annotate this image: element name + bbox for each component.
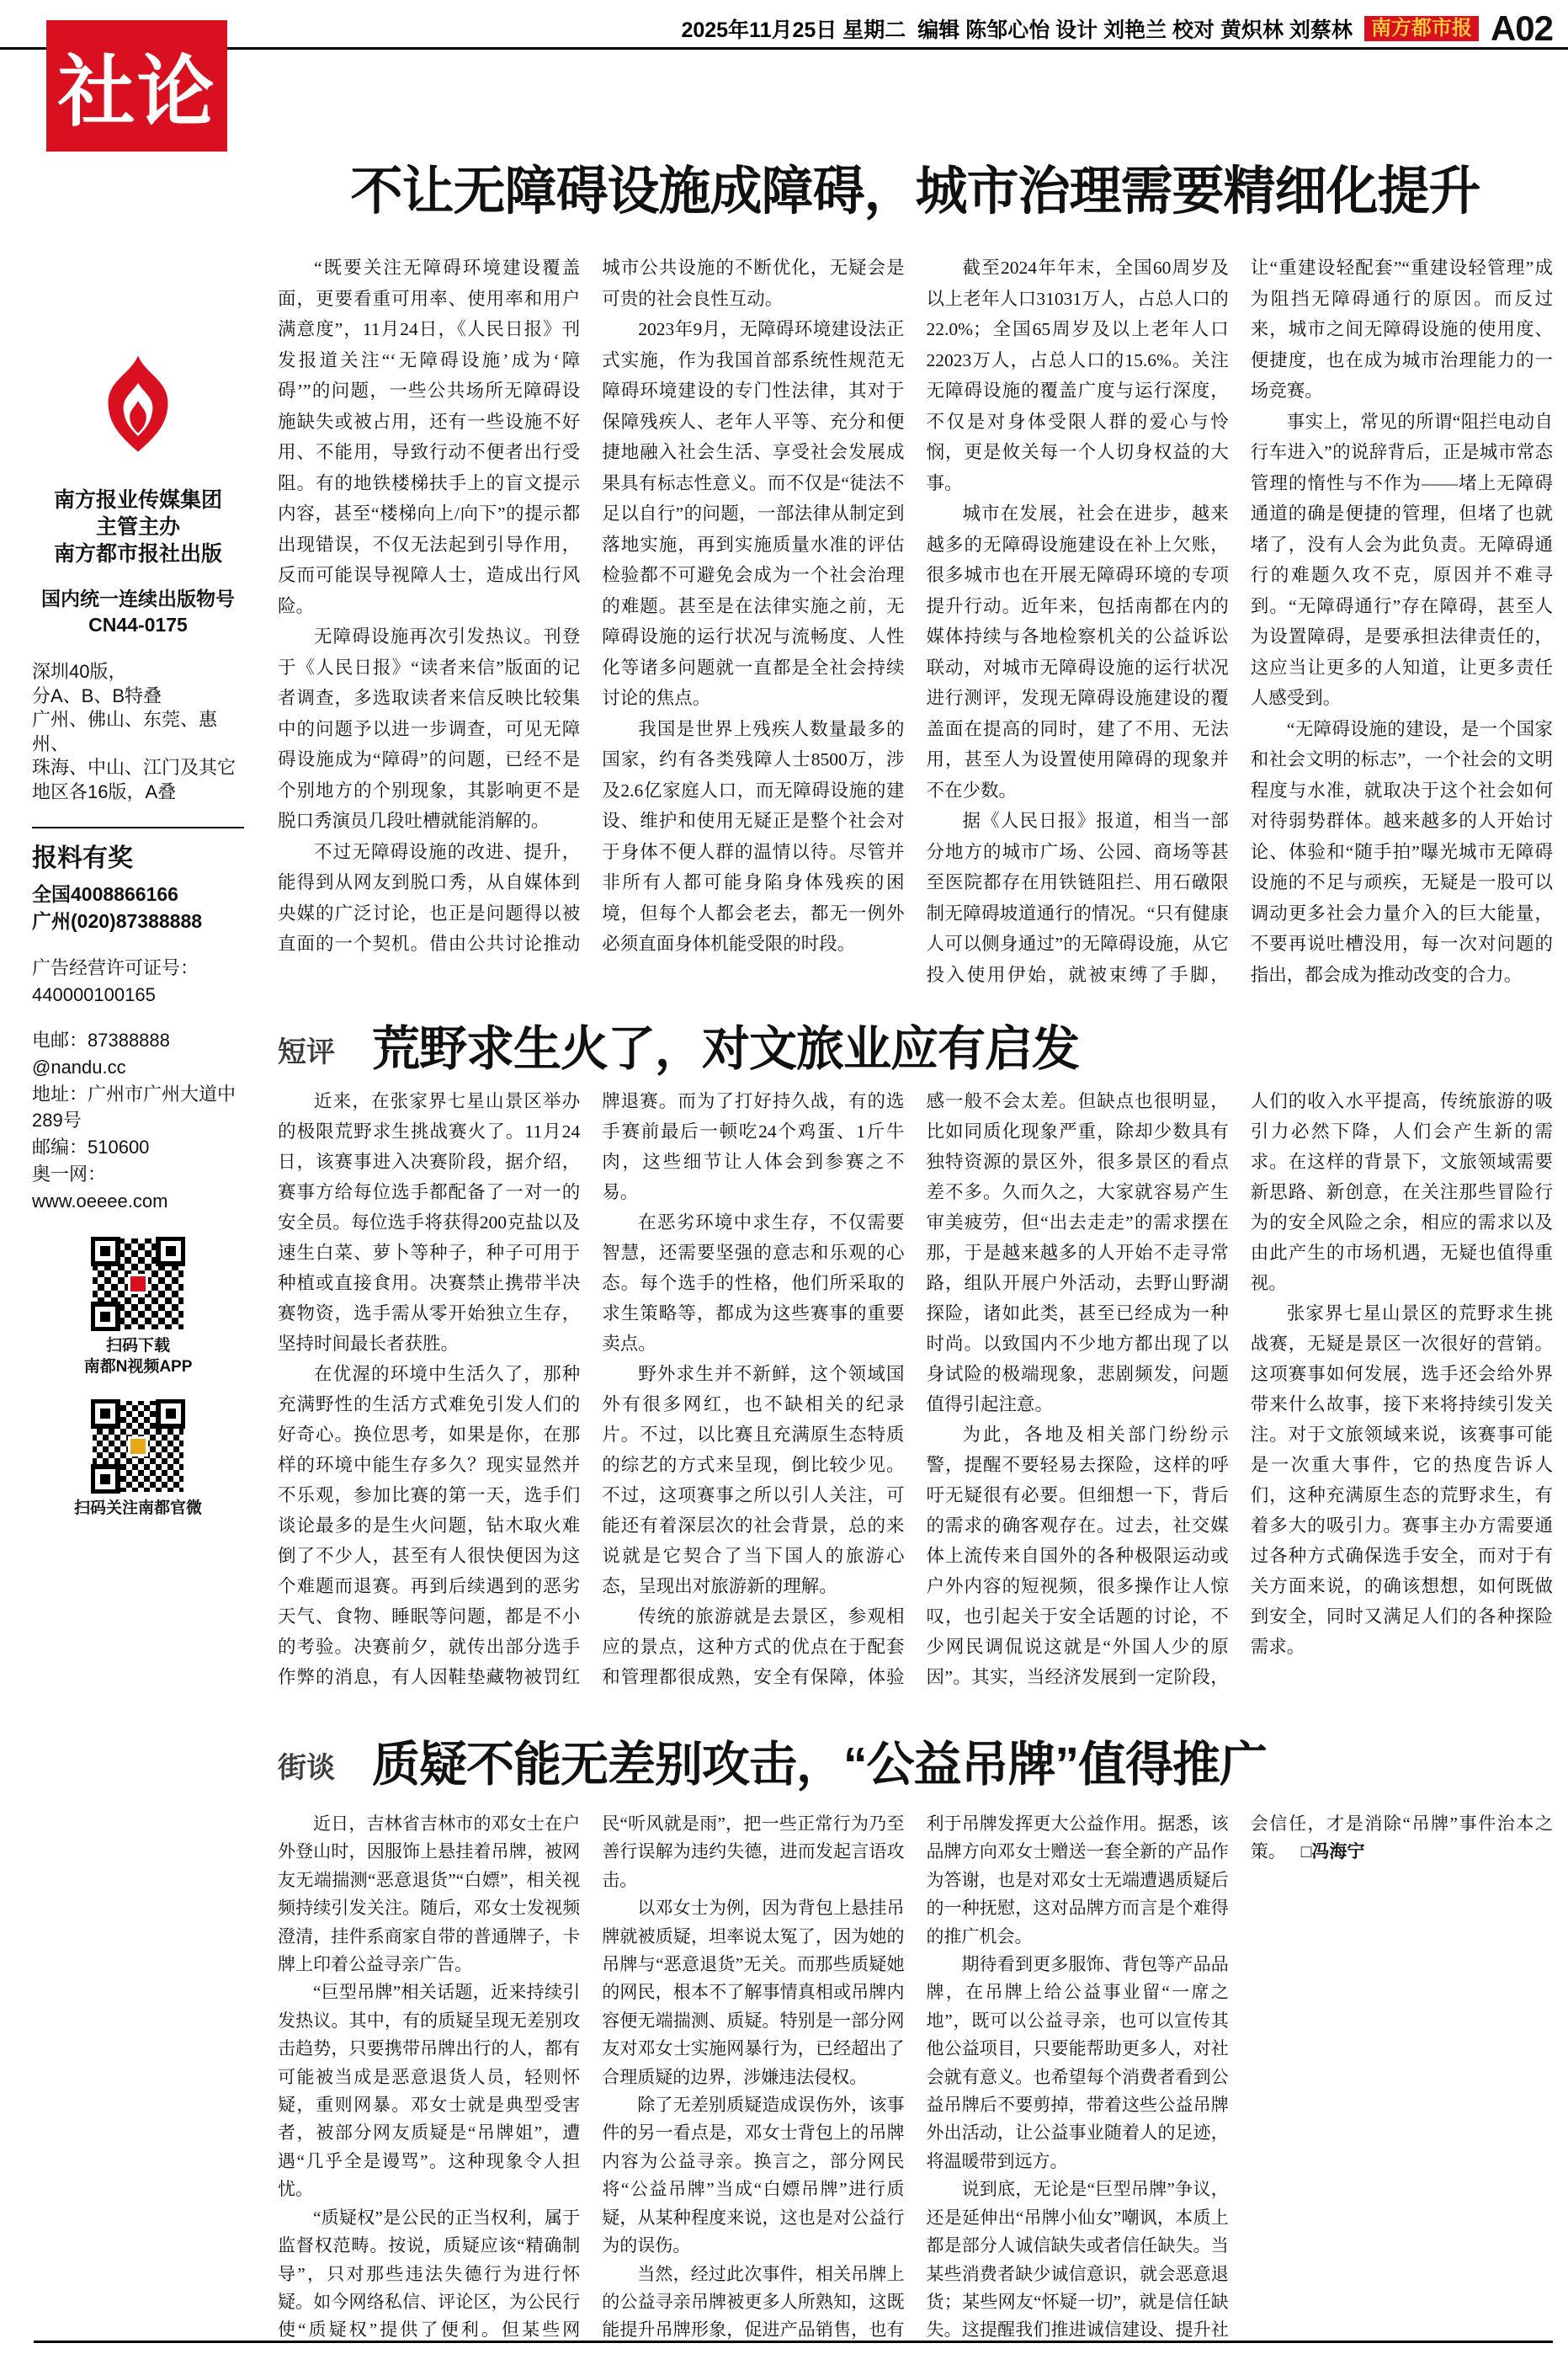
section-label-box — [46, 20, 227, 152]
paragraph: 当然，经过此次事件，相关吊牌上的公益寻亲吊牌被更多人所熟知，这既能提升吊牌形象，促进产品销售，也有利于吊牌发挥更大公益作用。据悉，该品牌方向邓女士赠送一套全新的产品作为答谢，也是对邓女士无端遭遇质疑后的一种抚慰，这对品牌方而言是个难得的推广机会。 — [602, 1813, 1229, 2341]
article1-body — [278, 253, 1553, 992]
text-line: 南方报业传媒集团 — [53, 488, 222, 512]
publisher-block — [32, 487, 244, 567]
paragraph: 为此，各地及相关部门纷纷示警，提醒不要轻易去探险，这样的呼吁无疑很有必要。但细想一下，背后的需求的确客观存在。过去，社交媒体上流传来自国外的各种极限运动或户外内容的短视频，很多操作让人惊叹，也引起关于安全话题的讨论，不少网民调侃说这就是“外国人少的原因”。其实，当经济发展到一定阶段，人们的收入水平提高，传统旅游的吸引力必然下降，人们会产生新的需求。在这样的背景下，文旅领域需要新思路、新创意，在关注那些冒险行为的安全风险之余，相应的需求以及由此产生的市场机遇，无疑也值得重视。 — [926, 1091, 1553, 1687]
edition-block — [32, 660, 244, 805]
text-line: 南方都市报社出版 — [53, 542, 222, 566]
paragraph: 2023年9月，无障碍环境建设法正式实施，作为我国首部系统性规范无障碍环境建设的专门性法律，其对于保障残疾人、老年人平等、充分和便捷地融入社会生活、享受社会发展成果具有标志性意义。而不仅是“徒法不足以自行”的问题，一部法律从制定到落地实施，再到实施质量水准的评估检验都不可避免会成为一个社会治理的难题。甚至是在法律实施之前，无障碍设施的运行状况与流畅度、人性化等诸多问题就一直都是全社会持续讨论的焦点。 — [602, 319, 905, 708]
paragraph: 近日，吉林省吉林市的邓女士在户外登山时，因服饰上悬挂着吊牌，被网友无端揣测“恶意退货”“白嫖”，相关视频持续引发关注。随后，邓女士发视频澄清，挂件系商家自带的普通牌子，卡牌上印着公益寻亲广告。 — [278, 1813, 581, 1975]
text-line: 扫码下载 — [105, 1337, 170, 1355]
qr-app-caption — [32, 1336, 244, 1377]
text-line: 电邮：87388888 — [32, 1029, 170, 1051]
paragraph: 说到底，无论是“巨型吊牌”争议，还是延伸出“吊牌小仙女”嘲讽，本质上都是部分人诚信缺失或者信任缺失。当某些消费者缺少诚信意识，就会恶意退货；某些网友“怀疑一切”，就是信任缺失。这提醒我们推进诚信建设、提升社会信任，才是消除“吊牌”事件治本之策。 □冯海宁 — [926, 1813, 1553, 2341]
text-line: CN44-0175 — [88, 614, 188, 636]
tipoff-phones — [32, 881, 244, 935]
paragraph: 据《人民日报》报道，相当一部分地方的城市广场、公园、商场等甚至医院都存在用铁链阻拦、用石礅限制无障碍坡道通行的情况。“只有健康人可以侧身通过”的无障碍设施，从它投入使用伊始，就被束缚了手脚，让“重建设轻配套”“重建设轻管理”成为阻挡无障碍通行的原因。而反过来，城市之间无障碍设施的使用度、便捷度，也在成为城市治理能力的一场竞赛。 — [926, 258, 1553, 985]
text-line: 地址：广州市广州大道中 — [32, 1083, 237, 1105]
qr-code-wechat-icon — [91, 1399, 185, 1494]
article2-kicker: 短评 — [278, 1036, 335, 1068]
paragraph: 事实上，常见的所谓“阻拦电动自行车进入”的说辞背后，正是城市常态管理的惰性与不作为——堵上无障碍通道的确是便捷的管理，但堵了也就堵了，没有人会为此负责。无障碍通行的难题久攻不克，原因并不难寻到。“无障碍通行”存在障碍，甚至人为设置障碍，是要承担法律责任的，这应当让更多的人知道，让更多责任人感受到。 — [1250, 411, 1553, 708]
paragraph: 我国是世界上残疾人数量最多的国家，约有各类残障人士8500万，涉及2.6亿家庭人口，而无障碍设施的建设、维护和使用无疑正是整个社会对于身体不便人群的温情以待。尽管并非所有人都可能身陷身体残疾的困境，但每个人都会老去，都无一例外必须直面身体机能受限的时段。 — [602, 718, 905, 954]
date-line: 2025年11月25日 星期二 — [681, 19, 906, 42]
paragraph: 在恶劣环境中求生存，不仅需要智慧，还需要坚强的意志和乐观的心态。每个选手的性格，他们所采取的求生策略等，都成为这些赛事的重要卖点。 — [602, 1212, 905, 1354]
text-line: 珠海、中山、江门及其它 — [32, 757, 237, 779]
paragraph: 城市在发展，社会在进步，越来越多的无障碍设施建设在补上欠账，很多城市也在开展无障碍环境的专项提升行动。近年来，包括南都在内的媒体持续与各地检察机关的公益诉讼联动，对城市无障碍设施的运行状况进行测评，发现无障碍设施建设的覆盖面在提高的同时，建了不用、无法用，甚至人为设置使用障碍的现象并不在少数。 — [926, 503, 1229, 801]
text-line: @nandu.cc — [32, 1056, 126, 1078]
article2-body — [278, 1086, 1553, 1692]
tipoff-title: 报料有奖 — [32, 844, 133, 872]
brand-logo: 南方都市报 — [1364, 16, 1479, 41]
paragraph: 期待看到更多服饰、背包等产品品牌，在吊牌上给公益事业留“一席之地”，既可以公益寻亲，也可以宣传其他公益项目，只要能帮助更多人，对社会就有意义。也希望每个消费者看到公益吊牌后不要剪掉，带着这些公益吊牌外出活动，让公益事业随着人的足迹，将温暖带到远方。 — [926, 1954, 1229, 2171]
paragraph: 张家界七星山景区的荒野求生挑战赛，无疑是景区一次很好的营销。这项赛事如何发展，选手还会给外界带来什么故事，接下来将持续引发关注。对于文旅领域来说，该赛事可能是一次重大事件，它的热度告诉人们，这种充满原生态的荒野求生，有着多大的吸引力。赛事主办方需要通过各种方式确保选手安全，而对于有关方面来说，的确该想想，如何既做到安全，同时又满足人们的各种探险需求。 — [1250, 1303, 1553, 1657]
contact-block — [32, 1027, 244, 1215]
article2-title: 荒野求生火了，对文旅业应有启发 — [372, 1022, 1079, 1076]
text-line: 分A、B、B特叠 — [32, 684, 162, 706]
paragraph: 野外求生并不新鲜，这个领域国外有很多网红，也不缺相关的纪录片。不过，以比赛且充满原生态特质的综艺的方式来呈现，倒比较少见。不过，这项赛事之所以引人关注，可能还有着深层次的社会背景，总的来说就是它契合了当下国人的旅游心态，呈现出对旅游新的理解。 — [602, 1364, 905, 1596]
paragraph: 不过无障碍设施的改进、提升，能得到从网友到脱口秀，从自媒体到央媒的广泛讨论，也正是问题得以被直面的一个契机。借由公共讨论推动城市公共设施的不断优化，无疑会是可贵的社会良性互动。 — [278, 258, 905, 954]
page-bottom-rule — [34, 2341, 1553, 2343]
paragraph: 除了无差别质疑造成误伤外，该事件的另一看点是，邓女士背包上的吊牌内容为公益寻亲。换言之，部分网民将“公益吊牌”当成“白嫖吊牌”进行质疑，从某种程度来说，这也是对公益行为的误伤。 — [602, 2095, 905, 2256]
paragraph: 无障碍设施再次引发热议。刊登于《人民日报》“读者来信”版面的记者调查，多选取读者来信反映比较集中的问题予以进一步调查，可见无障碍设施成为“障碍”的问题，已经不是个别地方的个别现象，其影响更不是脱口秀演员几段吐槽就能消解的。 — [278, 626, 581, 831]
article3-kicker: 街谈 — [278, 1751, 335, 1784]
text-line: 广州(020)87388888 — [32, 909, 203, 932]
text-line: 广告经营许可证号： — [32, 957, 199, 979]
page-number: A02 — [1490, 8, 1553, 48]
text-line: 邮编：510600 — [32, 1137, 150, 1158]
ad-license-block — [32, 955, 244, 1009]
flame-logo-icon — [88, 354, 189, 471]
article3-body — [278, 1810, 1553, 2346]
text-line: www.oeeee.com — [32, 1190, 168, 1212]
text-line: 440000100165 — [32, 983, 156, 1005]
paragraph: “无障碍设施的建设，是一个国家和社会文明的标志”，一个社会的文明程度与水准，就取决于这个社会如何对待弱势群体。越来越多的人开始讨论、体验和“随手拍”曝光城市无障碍设施的不足与顽疾，无疑是一股可以调动更多社会力量介入的巨大能量，不要再说吐槽没用，每一次对问题的指出，都会成为推动改变的合力。 — [1250, 718, 1553, 985]
paragraph: “巨型吊牌”相关话题，近来持续引发热议。其中，有的质疑呈现无差别攻击趋势，只要携带吊牌出行的人，都有可能被当成是恶意退货人员，轻则怀疑，重则网暴。邓女士就是典型受害者，被部分网友质疑是“吊牌姐”，遭遇“几乎全是谩骂”。这种现象令人担忧。 — [278, 1982, 581, 2200]
text-line: 地区各16版，A叠 — [32, 781, 177, 803]
staff-line: 编辑 陈邹心怡 设计 刘艳兰 校对 黄炽林 刘蔡林 — [917, 19, 1353, 42]
text-line: 深圳40版， — [32, 661, 127, 683]
article1-title: 不让无障碍设施成障碍，城市治理需要精细化提升 — [350, 162, 1480, 221]
paragraph: “质疑权”是公民的正当权利，属于监督权范畴。按说，质疑应该“精确制导”，只对那些违法失德行为进行怀疑。如今网络私信、评论区，为公民行使“质疑权”提供了便利。但某些网民“听风就是雨”，把一些正常行为乃至善行误解为违约失德，进而发起言语攻击。 — [278, 1813, 905, 2341]
paragraph: 以邓女士为例，因为背包上悬挂吊牌就被质疑，坦率说太冤了，因为她的吊牌与“恶意退货”无关。而那些质疑她的网民，根本不了解事情真相或吊牌内容便无端揣测、质疑。特别是一部分网友对邓女士实施网暴行为，已经超出了合理质疑的边界，涉嫌违法侵权。 — [602, 1898, 905, 2087]
paragraph: 在优渥的环境中生活久了，那种充满野性的生活方式难免引发人们的好奇心。换位思考，如果是你，在那样的环境中能生存多久？现实显然并不乐观，参加比赛的第一天，选手们谈论最多的是生火问题，钻木取火难倒了不少人，甚至有人很快便因为这个难题而退赛。再到后续遇到的恶劣天气、食物、睡眠等问题，都是不小的考验。决赛前夕，就传出部分选手作弊的消息，有人因鞋垫藏物被罚红牌退赛。而为了打好持久战，有的选手赛前最后一顿吃24个鸡蛋、1斤牛肉，这些细节让人体会到参赛之不易。 — [278, 1091, 905, 1687]
qr-wechat-caption — [32, 1499, 244, 1520]
text-line: 南都N视频APP — [83, 1357, 193, 1376]
paragraph: 近来，在张家界七星山景区举办的极限荒野求生挑战赛火了。11月24日，该赛事进入决赛阶段，据介绍，赛事方给每位选手都配备了一对一的安全员。每位选手将获得200克盐以及速生白菜、萝卜等种子，种子可用于种植或直接食用。决赛禁止携带半决赛物资，选手需从零开始独立生存，坚持时间最长者获胜。 — [278, 1091, 581, 1354]
article1-header — [278, 158, 1553, 226]
byline: □冯海宁 — [1300, 1842, 1365, 1862]
section-label: 社论 — [57, 50, 216, 136]
article3-header — [278, 1736, 1553, 1793]
paragraph: 截至2024年年末，全国60周岁及以上老年人口31031万人，占总人口的22.0%；全国65周岁及以上老年人口22023万人，占总人口的15.6%。关注无障碍设施的覆盖广度与运行深度，不仅是对身体受限人群的爱心与怜悯，更是攸关每一个人切身权益的大事。 — [926, 258, 1229, 493]
article2-header — [278, 1020, 1553, 1078]
tipoff-block — [32, 827, 244, 935]
paragraph: 传统的旅游就是去景区，参观相应的景点，这种方式的优点在于配套和管理都很成熟，安全有保障，体验感一般不会太差。但缺点也很明显，比如同质化现象严重，除却少数具有独特资源的景区外，很多景区的看点差不多。久而久之，大家就容易产生审美疲劳，但“出去走走”的需求摆在那，于是越来越多的人开始不走寻常路，组队开展户外活动，去野山野湖探险，诸如此类，甚至已经成为一种时尚。以致国内不少地方都出现了以身试险的极端现象，悲剧频发，问题值得引起注意。 — [602, 1091, 1229, 1687]
text-line: 国内统一连续出版物号 — [41, 588, 235, 610]
text-line: 广州、佛山、东莞、惠州、 — [32, 709, 218, 754]
paragraph: “既要关注无障碍环境建设覆盖面，更要看重可用率、使用率和用户满意度”，11月24日，《人民日报》刊发报道关注“‘无障碍设施’成为‘障碍’”的问题，一些公共场所无障碍设施缺失或被占用，还有一些设施不好用、不能用，导致行动不便者出行受阻。有的地铁楼梯扶手上的盲文提示内容，甚至“楼梯向上/向下”的提示都出现错误，不仅无法起到引导作用，反而可能误导视障人士，造成出行风险。 — [278, 258, 581, 616]
text-line: 289号 — [32, 1110, 82, 1132]
article3-title: 质疑不能无差别攻击，“公益吊牌”值得推广 — [372, 1738, 1267, 1792]
qr-code-app-icon — [91, 1237, 185, 1331]
issn-block — [32, 586, 244, 638]
text-line: 奥一网： — [32, 1164, 107, 1185]
text-line: 全国4008866166 — [32, 882, 178, 905]
sidebar — [32, 354, 244, 1520]
text-line: 主管主办 — [95, 515, 180, 539]
text-line: 扫码关注南都官微 — [73, 1499, 202, 1518]
masthead-line — [681, 8, 1553, 49]
